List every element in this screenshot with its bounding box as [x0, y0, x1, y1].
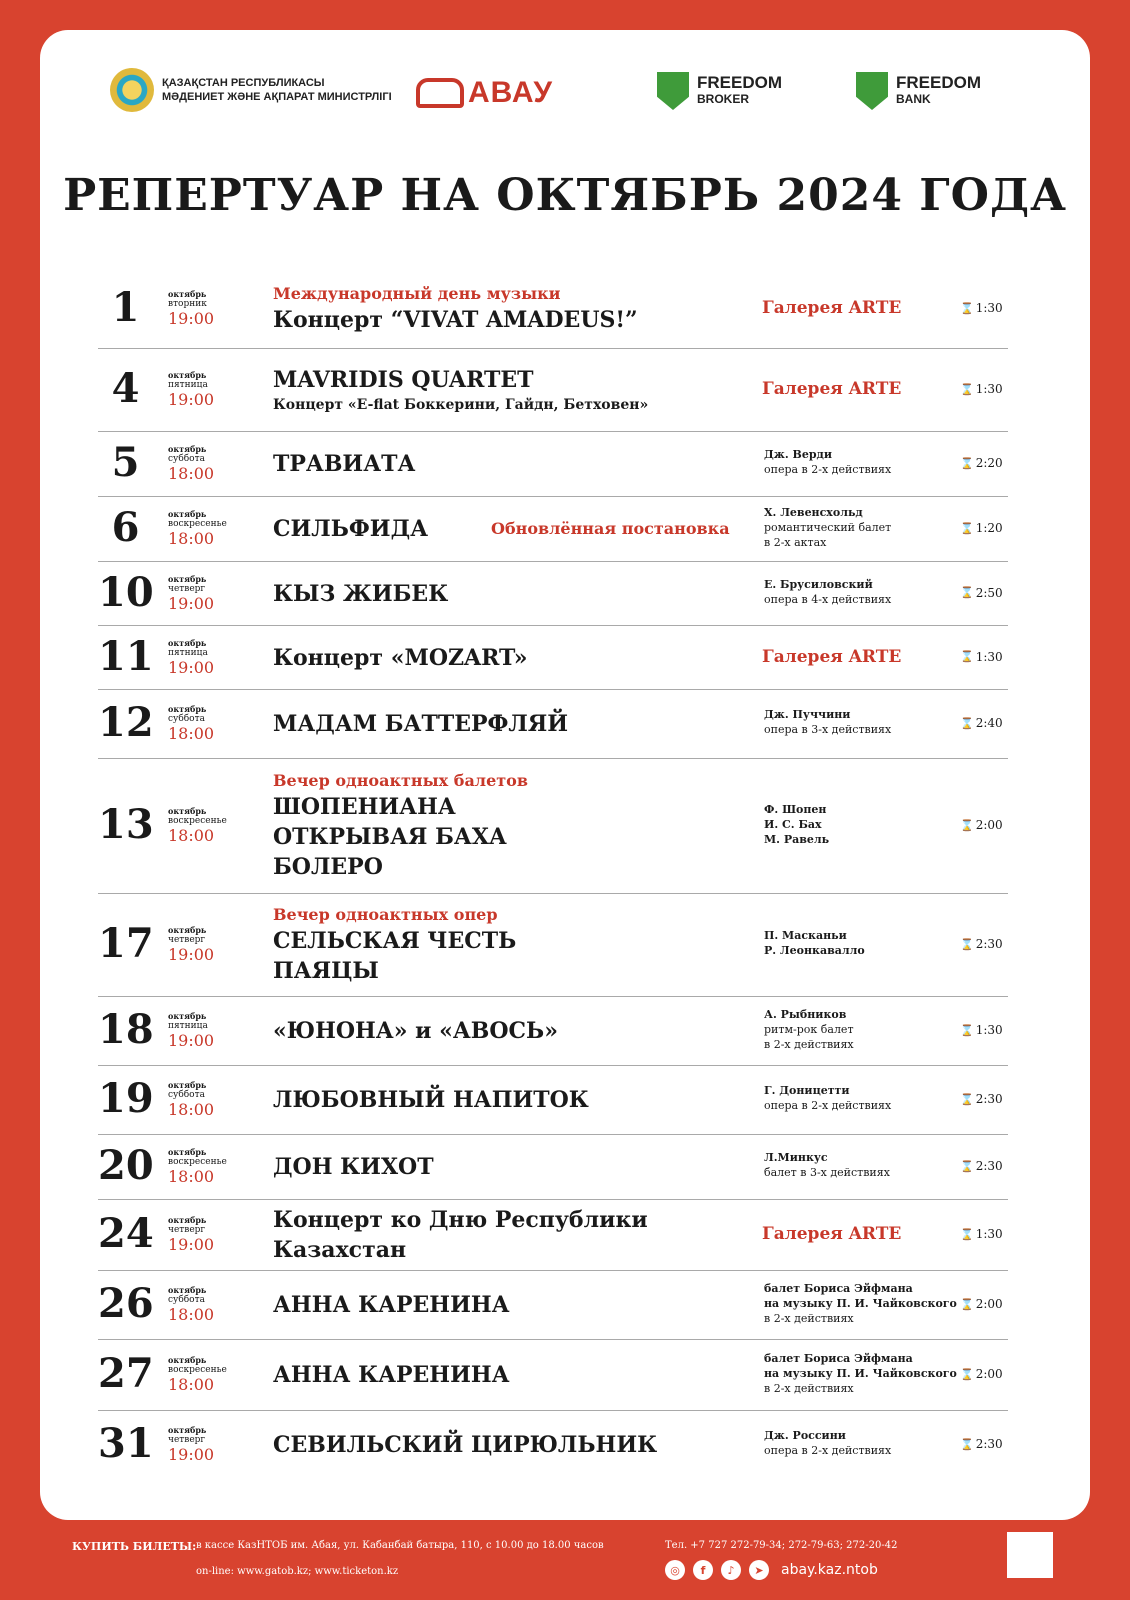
freedom-broker-logo	[657, 72, 782, 110]
event-time: 19:00	[168, 593, 215, 613]
event-info	[273, 770, 528, 882]
event-day: 18	[98, 1006, 154, 1053]
event-day: 6	[111, 504, 140, 551]
tiktok-icon[interactable]: ♪	[721, 1560, 741, 1580]
event-duration-value: 2:00	[975, 818, 1003, 832]
event-weekday: четверг	[168, 1225, 206, 1235]
hourglass-icon: ⌛	[960, 301, 974, 315]
event-weekday: суббота	[168, 454, 205, 464]
event-credits	[764, 447, 891, 477]
event-duration-value: 2:30	[975, 1437, 1003, 1451]
event-composer: Дж. Россини	[764, 1429, 846, 1442]
event-date	[168, 1215, 214, 1254]
event-genre: опера в 3-х действиях	[764, 723, 892, 736]
event-composer: И. С. Бах	[764, 817, 822, 831]
event-row[interactable]	[98, 562, 1008, 626]
schedule-list	[98, 270, 1008, 1479]
event-duration	[960, 937, 1003, 951]
event-date	[168, 1011, 214, 1050]
event-weekday: пятница	[168, 1021, 208, 1031]
event-genre: в 2-х действиях	[764, 1381, 854, 1395]
event-genre: в 2-х актах	[764, 535, 827, 549]
event-row[interactable]	[98, 626, 1008, 690]
event-date	[168, 704, 214, 743]
event-duration	[960, 1159, 1003, 1173]
event-composer: А. Рыбников	[764, 1007, 847, 1021]
event-month: октябрь	[168, 509, 207, 519]
event-time: 19:00	[168, 657, 215, 677]
hourglass-icon: ⌛	[960, 650, 974, 663]
event-date	[168, 1080, 214, 1119]
event-title: БОЛЕРО	[273, 853, 383, 880]
event-month: октябрь	[168, 1147, 207, 1157]
event-info	[273, 449, 415, 479]
event-genre: в 2-х действиях	[764, 1311, 854, 1325]
event-duration	[960, 382, 1003, 396]
event-credits	[764, 1007, 854, 1052]
event-credits	[764, 707, 891, 737]
event-row[interactable]	[98, 432, 1008, 497]
event-month: октябрь	[168, 444, 207, 454]
event-duration-value: 2:50	[975, 585, 1003, 600]
event-title: ОТКРЫВАЯ БАХА	[273, 823, 507, 850]
event-row[interactable]	[98, 759, 1008, 894]
event-date	[168, 1285, 214, 1324]
hourglass-icon: ⌛	[960, 818, 974, 832]
event-date	[168, 806, 227, 845]
event-title: СЕВИЛЬСКИЙ ЦИРЮЛЬНИК	[273, 1432, 658, 1458]
event-detail: Концерт «E-flat Боккерини, Гайдн, Бетховен»	[273, 396, 649, 413]
event-month: октябрь	[168, 1215, 207, 1225]
event-time: 18:00	[168, 724, 215, 743]
event-genre: опера в 2-х действиях	[764, 1444, 892, 1457]
event-info	[273, 709, 568, 739]
event-time: 18:00	[168, 529, 215, 548]
event-day: 1	[111, 284, 140, 331]
event-duration-value: 1:30	[975, 301, 1003, 315]
event-genre: романтический балет	[764, 520, 892, 534]
event-date	[168, 509, 227, 548]
event-date	[168, 1425, 214, 1464]
event-row[interactable]	[98, 497, 1008, 562]
event-duration-value: 2:40	[975, 716, 1003, 730]
event-weekday: воскресенье	[168, 1157, 227, 1167]
event-venue: Галерея ARTE	[762, 1224, 902, 1244]
event-day: 12	[98, 699, 154, 746]
event-date	[168, 1355, 227, 1394]
event-date	[168, 1147, 227, 1186]
event-title: ШОПЕНИАНА	[273, 793, 456, 820]
event-duration-value: 2:20	[975, 456, 1003, 470]
event-month: октябрь	[168, 1080, 207, 1090]
event-composer: Л.Минкус	[764, 1151, 828, 1164]
event-duration	[960, 650, 1003, 664]
event-credits	[764, 1150, 890, 1180]
event-time: 18:00	[168, 1305, 215, 1324]
event-day: 26	[98, 1280, 154, 1327]
event-weekday: пятница	[168, 380, 208, 390]
event-weekday: пятница	[168, 647, 208, 658]
event-title: Концерт “VIVAT AMADEUS!”	[273, 306, 638, 333]
event-row[interactable]	[98, 1271, 1008, 1340]
event-row[interactable]	[98, 1066, 1008, 1135]
footer	[0, 1520, 1130, 1600]
event-weekday: четверг	[168, 935, 206, 945]
event-title: ПАЯЦЫ	[273, 957, 379, 984]
event-time: 19:00	[168, 945, 215, 964]
event-composer: Ф. Шопен	[764, 802, 827, 816]
event-info	[273, 643, 528, 673]
event-title: Казахстан	[273, 1237, 407, 1263]
event-time: 19:00	[168, 1031, 215, 1050]
event-date	[168, 574, 214, 613]
event-title: МАДАМ БАТТЕРФЛЯЙ	[273, 711, 569, 737]
event-month: октябрь	[168, 704, 207, 714]
freedom-shield-icon	[856, 72, 888, 110]
event-month: октябрь	[168, 925, 207, 935]
event-day: 10	[98, 568, 154, 616]
hourglass-icon: ⌛	[960, 1297, 974, 1311]
event-info	[273, 1085, 589, 1115]
event-date	[168, 925, 214, 964]
event-day: 19	[98, 1075, 154, 1122]
event-row[interactable]	[98, 349, 1008, 432]
event-weekday: вторник	[168, 299, 207, 309]
event-title: Концерт ко Дню Республики	[273, 1207, 648, 1233]
event-title: СЕЛЬСКАЯ ЧЕСТЬ	[273, 927, 517, 954]
event-info	[273, 514, 428, 544]
event-time: 19:00	[168, 1235, 215, 1254]
event-row[interactable]	[98, 690, 1008, 759]
hourglass-icon: ⌛	[960, 1092, 974, 1106]
event-composer: М. Равель	[764, 832, 830, 846]
hourglass-icon: ⌛	[960, 1227, 974, 1241]
event-weekday: суббота	[168, 1295, 205, 1305]
hourglass-icon: ⌛	[960, 456, 974, 470]
hourglass-icon: ⌛	[960, 716, 974, 730]
event-credits	[764, 577, 891, 607]
event-genre: опера в 2-х действиях	[764, 1099, 892, 1112]
event-note: Обновлённая постановка	[491, 519, 730, 538]
event-composer: на музыку П. И. Чайковского	[764, 1296, 957, 1310]
event-weekday: четверг	[168, 583, 206, 594]
abay-logo	[416, 76, 553, 110]
event-month: октябрь	[168, 370, 207, 380]
event-subtitle: Вечер одноактных балетов	[273, 770, 528, 790]
event-info	[273, 283, 638, 335]
event-weekday: суббота	[168, 1090, 205, 1100]
freedom-bank-sub: BANK	[896, 92, 931, 106]
event-duration	[960, 521, 1003, 535]
event-title: АННА КАРЕНИНА	[273, 1292, 510, 1318]
event-month: октябрь	[168, 1355, 207, 1365]
ministry-line-1: ҚАЗАҚСТАН РЕСПУБЛИКАСЫ	[162, 77, 325, 89]
event-credits	[764, 1351, 957, 1396]
event-title: ЛЮБОВНЫЙ НАПИТОК	[273, 1087, 589, 1113]
event-duration-value: 1:30	[975, 1023, 1003, 1037]
event-title: MAVRIDIS QUARTET	[273, 366, 534, 393]
poster-card	[40, 30, 1090, 1520]
event-duration	[960, 1437, 1003, 1451]
event-duration-value: 1:30	[975, 649, 1003, 664]
event-row[interactable]	[98, 1411, 1008, 1479]
event-genre: ритм-рок балет	[764, 1022, 854, 1036]
event-row[interactable]	[98, 1340, 1008, 1411]
event-day: 17	[98, 920, 154, 967]
social-links	[665, 1560, 878, 1580]
event-composer: Е. Брусиловский	[764, 577, 873, 591]
event-duration-value: 1:30	[975, 382, 1003, 396]
event-composer: П. Масканьи	[764, 929, 847, 942]
event-duration	[960, 1092, 1003, 1106]
event-genre: опера в 2-х действиях	[764, 463, 892, 476]
event-month: октябрь	[168, 573, 207, 584]
event-date	[168, 444, 214, 483]
event-weekday: воскресенье	[168, 519, 227, 529]
event-day: 24	[98, 1210, 154, 1257]
hourglass-icon: ⌛	[960, 586, 974, 599]
event-credits	[764, 1428, 891, 1458]
event-composer: Дж. Пуччини	[764, 708, 851, 721]
event-time: 18:00	[168, 1167, 215, 1186]
event-title: Концерт «MOZART»	[273, 644, 528, 671]
event-time: 18:00	[168, 826, 215, 845]
event-duration	[960, 586, 1003, 600]
event-month: октябрь	[168, 1285, 207, 1295]
event-time: 18:00	[168, 1375, 215, 1394]
freedom-shield-icon	[657, 72, 689, 110]
event-title: КЫЗ ЖИБЕК	[273, 580, 449, 607]
event-credits	[764, 505, 891, 550]
event-month: октябрь	[168, 289, 207, 299]
event-title: ДОН КИХОТ	[273, 1154, 434, 1180]
event-time: 19:00	[168, 1445, 215, 1464]
event-info	[273, 1290, 510, 1320]
event-month: октябрь	[168, 806, 207, 816]
event-credits	[764, 928, 865, 958]
event-duration-value: 1:30	[975, 1227, 1003, 1241]
event-date	[168, 370, 214, 409]
event-subtitle: Международный день музыки	[273, 283, 561, 303]
event-composer: Дж. Верди	[764, 448, 833, 461]
event-day: 13	[98, 801, 154, 848]
event-duration	[960, 1297, 1003, 1311]
hourglass-icon: ⌛	[960, 1367, 974, 1381]
event-duration	[960, 1023, 1003, 1037]
phone-numbers: Тел. +7 727 272-79-34; 272-79-63; 272-20-42	[665, 1540, 898, 1551]
event-day: 11	[98, 632, 154, 680]
abay-wordmark: АВАУ	[468, 76, 554, 109]
event-info	[273, 1205, 648, 1265]
event-duration	[960, 301, 1003, 315]
event-title: ТРАВИАТА	[273, 451, 416, 477]
event-day: 5	[111, 439, 140, 486]
event-composer: Х. Левенсхольд	[764, 505, 863, 519]
logo-bar	[40, 68, 1090, 138]
event-title: «ЮНОНА» и «АВОСЬ»	[273, 1018, 558, 1044]
page-title: РЕПЕРТУАР НА ОКТЯБРЬ 2024 ГОДА	[63, 170, 1067, 221]
event-time: 19:00	[168, 390, 215, 409]
freedom-broker-name: FREEDOM	[697, 73, 782, 92]
event-day: 27	[98, 1350, 154, 1397]
event-composer: на музыку П. И. Чайковского	[764, 1366, 957, 1380]
event-weekday: воскресенье	[168, 816, 227, 826]
event-time: 18:00	[168, 464, 215, 483]
instagram-icon[interactable]: ◎	[665, 1560, 685, 1580]
event-duration-value: 2:00	[975, 1367, 1003, 1381]
event-day: 4	[111, 365, 140, 412]
event-duration-value: 1:20	[975, 521, 1003, 535]
state-emblem-icon	[110, 68, 154, 112]
event-info	[273, 579, 448, 609]
event-day: 31	[98, 1420, 154, 1467]
hourglass-icon: ⌛	[960, 521, 974, 535]
website-link[interactable]: abay.kaz.ntob	[781, 1562, 878, 1578]
event-info	[273, 1430, 657, 1460]
event-title: АННА КАРЕНИНА	[273, 1362, 510, 1388]
event-duration-value: 2:00	[975, 1297, 1003, 1311]
ministry-logo	[110, 68, 392, 112]
event-time: 18:00	[168, 1100, 215, 1119]
online-sales-links[interactable]: on-line: www.gatob.kz; www.ticketon.kz	[196, 1566, 399, 1577]
event-duration-value: 2:30	[975, 1092, 1003, 1106]
event-composer: балет Бориса Эйфмана	[764, 1281, 913, 1295]
buy-tickets-label: КУПИТЬ БИЛЕТЫ:	[72, 1540, 197, 1553]
event-title: СИЛЬФИДА	[273, 516, 429, 542]
event-genre: в 2-х действиях	[764, 1037, 854, 1051]
freedom-bank-logo	[856, 72, 981, 110]
event-composer: Р. Леонкавалло	[764, 944, 865, 957]
event-row[interactable]	[98, 1135, 1008, 1200]
event-info	[273, 1152, 434, 1182]
event-day: 20	[98, 1142, 154, 1189]
event-month: октябрь	[168, 1425, 207, 1435]
event-venue: Галерея ARTE	[762, 379, 902, 399]
event-duration	[960, 818, 1003, 832]
event-month: октябрь	[168, 1011, 207, 1021]
event-time: 19:00	[168, 309, 215, 328]
freedom-bank-name: FREEDOM	[896, 73, 981, 92]
ministry-line-2: МӘДЕНИЕТ ЖӘНЕ АҚПАРАТ МИНИСТРЛІГІ	[162, 91, 392, 103]
event-genre: балет в 3-х действиях	[764, 1166, 890, 1179]
event-duration	[960, 456, 1003, 470]
event-duration	[960, 1227, 1003, 1241]
event-venue: Галерея ARTE	[762, 298, 902, 318]
event-genre: опера в 4-х действиях	[764, 592, 892, 606]
event-row[interactable]	[98, 997, 1008, 1066]
event-info	[273, 904, 516, 986]
event-row[interactable]	[98, 1200, 1008, 1271]
qr-code[interactable]	[1007, 1532, 1053, 1578]
telegram-icon[interactable]: ➤	[749, 1560, 769, 1580]
hourglass-icon: ⌛	[960, 937, 974, 951]
event-row[interactable]	[98, 270, 1008, 349]
event-info	[273, 1016, 558, 1046]
event-composer: Г. Доницетти	[764, 1084, 850, 1097]
hourglass-icon: ⌛	[960, 1437, 974, 1451]
hourglass-icon: ⌛	[960, 382, 974, 396]
freedom-broker-sub: BROKER	[697, 92, 750, 106]
box-office-address: в кассе КазНТОБ им. Абая, ул. Кабанбай батыра, 110, с 10.00 до 18.00 часов	[196, 1540, 604, 1551]
event-weekday: воскресенье	[168, 1365, 227, 1375]
event-duration-value: 2:30	[975, 1159, 1003, 1173]
event-duration	[960, 1367, 1003, 1381]
event-row[interactable]	[98, 894, 1008, 997]
event-duration	[960, 716, 1003, 730]
event-info	[273, 1360, 510, 1390]
event-duration-value: 2:30	[975, 937, 1003, 951]
event-subtitle: Вечер одноактных опер	[273, 904, 498, 924]
event-date	[168, 638, 214, 677]
event-credits	[764, 1083, 891, 1113]
event-month: октябрь	[168, 637, 207, 648]
hourglass-icon: ⌛	[960, 1159, 974, 1173]
event-credits	[764, 802, 829, 847]
event-composer: балет Бориса Эйфмана	[764, 1351, 913, 1365]
event-venue: Галерея ARTE	[762, 646, 902, 667]
abay-mark-icon	[416, 78, 464, 108]
event-weekday: четверг	[168, 1435, 206, 1445]
facebook-icon[interactable]: f	[693, 1560, 713, 1580]
event-weekday: суббота	[168, 714, 205, 724]
event-info	[273, 365, 648, 415]
hourglass-icon: ⌛	[960, 1023, 974, 1037]
event-date	[168, 289, 214, 328]
event-credits	[764, 1281, 957, 1326]
